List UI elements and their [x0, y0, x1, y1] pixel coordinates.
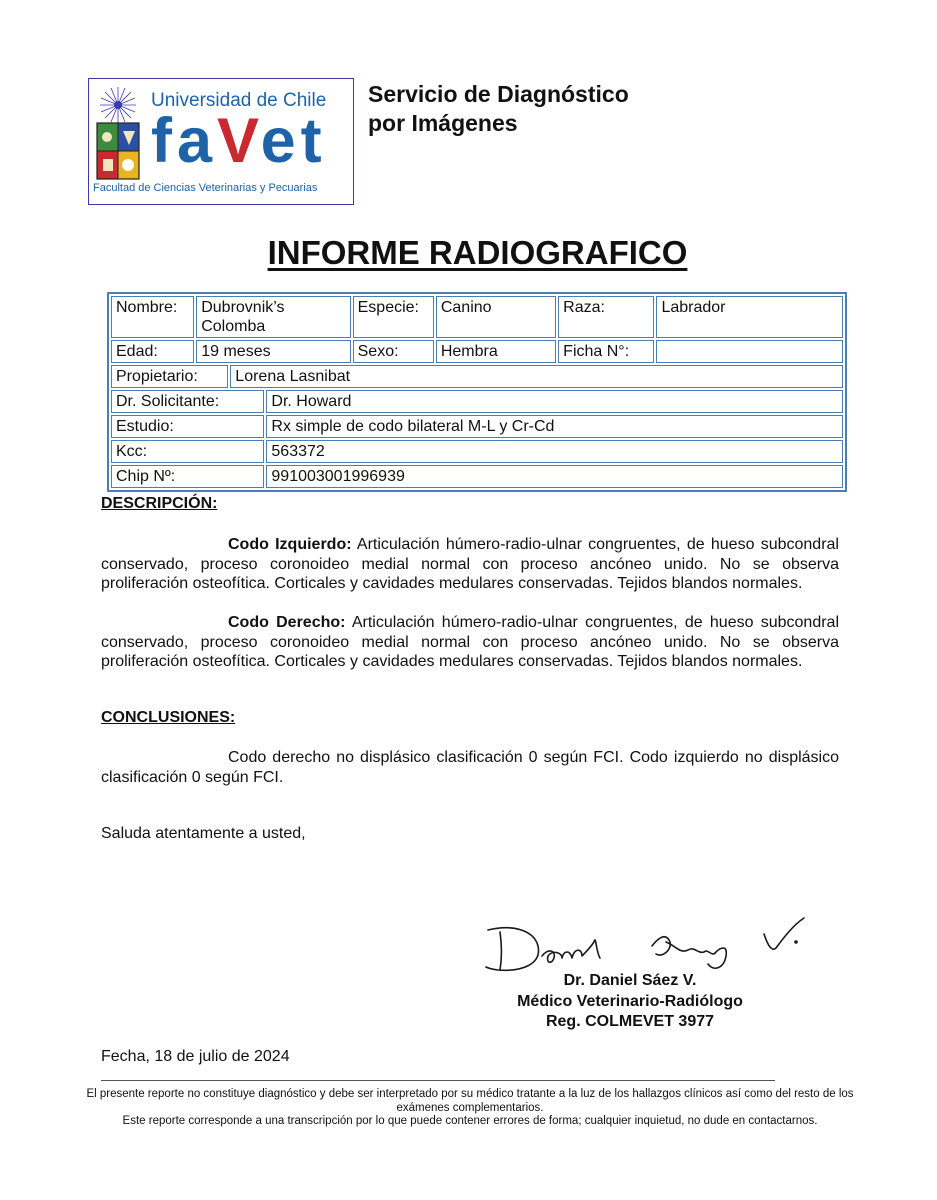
university-logo [88, 78, 354, 205]
solicitante-label: Dr. Solicitante: [111, 390, 264, 413]
estudio-value: Rx simple de codo bilateral M-L y Cr-Cd [266, 415, 843, 438]
closing-text: Saluda atentamente a usted, [101, 825, 306, 842]
ficha-value [656, 340, 843, 363]
raza-value: Labrador [656, 296, 843, 338]
favet-wordmark: faVet [151, 106, 327, 176]
table-row [111, 390, 843, 413]
report-date: Fecha, 18 de julio de 2024 [101, 1048, 290, 1065]
especie-label: Especie: [353, 296, 434, 338]
propietario-label: Propietario: [111, 365, 228, 388]
especie-value: Canino [436, 296, 556, 338]
signer-block [470, 971, 790, 1033]
university-shield-icon [95, 121, 141, 183]
table-row [111, 415, 843, 438]
propietario-value: Lorena Lasnibat [230, 365, 843, 388]
ficha-label: Ficha N°: [558, 340, 654, 363]
edad-value: 19 meses [196, 340, 350, 363]
signer-registration: Reg. COLMEVET 3977 [545, 1013, 715, 1030]
signer-name: Dr. Daniel Sáez V. [563, 972, 697, 989]
edad-label: Edad: [111, 340, 194, 363]
service-title: Servicio de Diagnóstico por Imágenes [368, 81, 629, 136]
codo-izquierdo-paragraph: Codo Izquierdo: Articulación húmero-radio-ulnar congruentes, de hueso subcondral conservado, proceso coronoideo medial normal con proceso ancóneo unido. No se observa proliferación osteofítica. Corticales y cavidades medulares conservadas. Tejidos blandos normales. [101, 536, 839, 592]
university-name: Universidad de Chile [151, 90, 327, 111]
descripcion-heading: DESCRIPCIÓN: [101, 495, 218, 512]
codo-derecho-paragraph: Codo Derecho: Articulación húmero-radio-ulnar congruentes, de hueso subcondral conservado, proceso coronoideo medial normal con proceso ancóneo unido. No se observa proliferación osteofítica. Corticales y cavidades medulares conservadas. Tejidos blandos normales. [101, 614, 840, 670]
kcc-value: 563372 [266, 440, 843, 463]
table-row [111, 296, 843, 338]
patient-info-table [107, 292, 847, 492]
kcc-label: Kcc: [111, 440, 264, 463]
report-title: INFORME RADIOGRAFICO [267, 234, 688, 271]
sexo-label: Sexo: [353, 340, 434, 363]
footer-divider [101, 1080, 775, 1081]
raza-label: Raza: [558, 296, 654, 338]
table-row [111, 440, 843, 463]
nombre-value: Dubrovnik’s Colomba [196, 296, 350, 338]
star-emblem-icon [97, 85, 139, 125]
faculty-name: Facultad de Ciencias Veterinarias y Pecuarias [93, 182, 318, 194]
nombre-label: Nombre: [111, 296, 194, 338]
chip-value: 991003001996939 [266, 465, 843, 488]
estudio-label: Estudio: [111, 415, 264, 438]
conclusiones-heading: CONCLUSIONES: [101, 709, 236, 726]
chip-label: Chip Nº: [111, 465, 264, 488]
signer-title: Médico Veterinario-Radiólogo [517, 992, 743, 1010]
footer-transcription-note: Este reporte corresponde a una transcripción por lo que puede contener errores de forma; cualquier inquietud, no dude en contactarnos. [122, 1115, 818, 1127]
conclusiones-paragraph: Codo derecho no displásico clasificación 0 según FCI. Codo izquierdo no displásico clasificación 0 según FCI. [101, 749, 839, 786]
table-row [111, 365, 843, 388]
table-row [111, 465, 843, 488]
table-row [111, 340, 843, 363]
solicitante-value: Dr. Howard [266, 390, 843, 413]
sexo-value: Hembra [436, 340, 556, 363]
footer-disclaimer: El presente reporte no constituye diagnóstico y debe ser interpretado por su médico tratante a la luz de los hallazgos clínicos así como del resto de los exámenes complementarios. [86, 1088, 854, 1114]
